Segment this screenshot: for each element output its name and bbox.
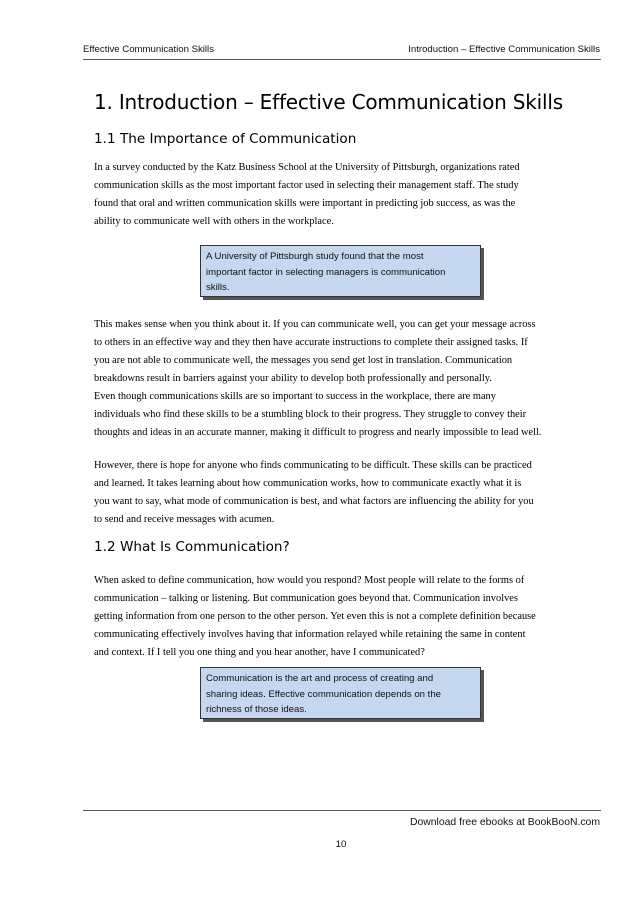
paragraph-line: When asked to define communication, how would you respond? Most people will relate to the forms of <box>94 575 525 586</box>
paragraph-line: In a survey conducted by the Katz Business School at the University of Pittsburgh, organizations rated <box>94 162 520 173</box>
paragraph-line: This makes sense when you think about it. If you can communicate well, you can get your message across <box>94 319 536 330</box>
paragraph-line: breakdowns result in barriers against your ability to develop both professionally and personally. <box>94 373 492 384</box>
section-heading-what-is: 1.2 What Is Communication? <box>94 539 290 555</box>
callout-line: Communication is the art and process of creating and <box>206 673 434 684</box>
chapter-title: 1. Introduction – Effective Communication Skills <box>94 90 563 114</box>
paragraph-define <box>94 572 592 662</box>
header-rule <box>83 59 601 60</box>
footer-rule <box>83 810 601 811</box>
paragraph-however <box>94 457 592 529</box>
callout-line: important factor in selecting managers is communication <box>206 266 446 278</box>
paragraph-line: found that oral and written communication skills were important in predicting job success, as was the <box>94 198 516 209</box>
paragraph-line: getting information from one person to the other person. Yet even this is not a complete definition because <box>94 611 536 622</box>
footer-download-link[interactable]: Download free ebooks at BookBooN.com <box>409 817 600 828</box>
paragraph-line: However, there is hope for anyone who finds communicating to be difficult. These skills can be practiced <box>94 460 532 471</box>
paragraph-survey <box>94 159 592 231</box>
section-heading-importance: 1.1 The Importance of Communication <box>94 131 357 147</box>
callout-line: richness of those ideas. <box>206 704 307 715</box>
paragraph-even-though <box>94 388 592 442</box>
paragraph-line: Even though communications skills are so important to success in the workplace, there are many <box>94 391 496 402</box>
page-number: 10 <box>335 839 347 850</box>
running-header-right: Introduction – Effective Communication Skills <box>408 44 600 55</box>
paragraph-line: and context. If I tell you one thing and you hear another, have I communicated? <box>94 647 425 658</box>
paragraph-line: you are not able to communicate well, the messages you send get lost in translation. Communication <box>94 355 513 366</box>
running-header-left: Effective Communication Skills <box>83 44 214 55</box>
callout-box-pittsburgh <box>200 245 481 297</box>
paragraph-line: ability to communicate well with others in the workplace. <box>94 216 334 227</box>
paragraph-line: to others in an effective way and they then have accurate instructions to complete their assigned tasks. If <box>94 337 528 348</box>
callout-box-definition <box>200 667 481 719</box>
paragraph-line: communicating effectively involves having that information relayed while retaining the same in content <box>94 629 526 640</box>
callout-line: A University of Pittsburgh study found that the most <box>206 251 424 262</box>
callout-line: skills. <box>206 282 230 293</box>
callout-line: sharing ideas. Effective communication depends on the <box>206 688 442 700</box>
paragraph-line: you want to say, what mode of communication is best, and what factors are influencing the ability for you <box>94 496 534 507</box>
paragraph-line: and learned. It takes learning about how communication works, how to communicate exactly what it is <box>94 478 522 489</box>
paragraph-line: communication skills as the most important factor used in selecting their management staff. The study <box>94 180 519 191</box>
paragraph-line: individuals who find these skills to be a stumbling block to their progress. They struggle to convey their <box>94 409 527 420</box>
paragraph-makes-sense <box>94 316 592 388</box>
paragraph-line: thoughts and ideas in an accurate manner, making it difficult to progress and nearly impossible to lead well. <box>94 427 542 438</box>
paragraph-line: to send and receive messages with acumen. <box>94 514 275 525</box>
paragraph-line: communication – talking or listening. But communication goes beyond that. Communication involves <box>94 593 518 604</box>
